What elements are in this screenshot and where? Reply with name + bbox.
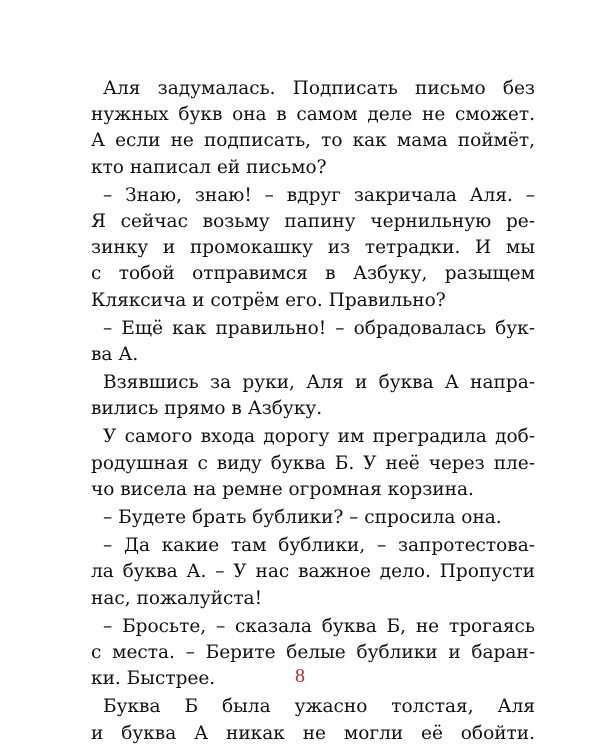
text-line: кто написал ей письмо? (91, 156, 327, 178)
paragraph-4 (91, 370, 535, 422)
text-line: ки. Быстрее. (91, 668, 216, 690)
text-line: родушная с виду буква Б. У неё через пле- (91, 452, 535, 474)
text-line: Аля задумалась. Подписать письмо без (103, 78, 535, 99)
text-line: чо висела на ремне огромная корзина. (91, 478, 474, 500)
text-line: зинку и промокашку из тетрадки. И мы (91, 237, 535, 259)
text-line: Буква Б была ужасно толстая, Аля (103, 696, 535, 718)
text-line: – Да какие там бублики, – запротестова- (103, 535, 535, 557)
text-line: вились прямо в Азбуку. (91, 398, 323, 420)
text-line: и буква А никак не могли её обойти. (91, 722, 535, 744)
text-line: – Бросьте, – сказала буква Б, не трогаясь (103, 615, 535, 637)
text-line: ва А. (91, 343, 139, 365)
text-line: – Знаю, знаю! – вдруг закричала Аля. – (103, 184, 535, 206)
text-line: Кляксича и сотрём его. Правильно? (91, 289, 446, 311)
paragraph-6 (91, 505, 535, 531)
text-line: с места. – Берите белые бублики и баран- (91, 641, 535, 663)
text-line: – Ещё как правильно! – обрадовалась бук- (103, 317, 535, 339)
paragraph-9 (91, 694, 535, 746)
text-line: с тобой отправимся в Азбуку, разыщем (91, 263, 535, 285)
paragraph-1 (91, 76, 535, 181)
text-line: У самого входа дорогу им преградила доб- (103, 426, 535, 448)
text-line: ла буква А. – У нас важное дело. Пропусти (91, 561, 535, 583)
text-line: Взявшись за руки, Аля и буква А напра- (103, 372, 535, 394)
text-line: Я сейчас возьму папину чернильную ре- (91, 210, 535, 232)
paragraph-5 (91, 424, 535, 503)
page-text (91, 76, 535, 749)
text-line: нужных букв она в самом деле не сможет. (91, 104, 535, 126)
paragraph-7 (91, 533, 535, 612)
page-number: 8 (295, 665, 305, 687)
paragraph-3 (91, 316, 535, 368)
paragraph-2 (91, 183, 535, 314)
text-line: – Будете брать бублики? – спросила она. (103, 507, 502, 528)
text-line: А если не подписать, то как мама поймёт, (91, 130, 535, 152)
text-line: нас, пожалуйста! (91, 587, 263, 609)
